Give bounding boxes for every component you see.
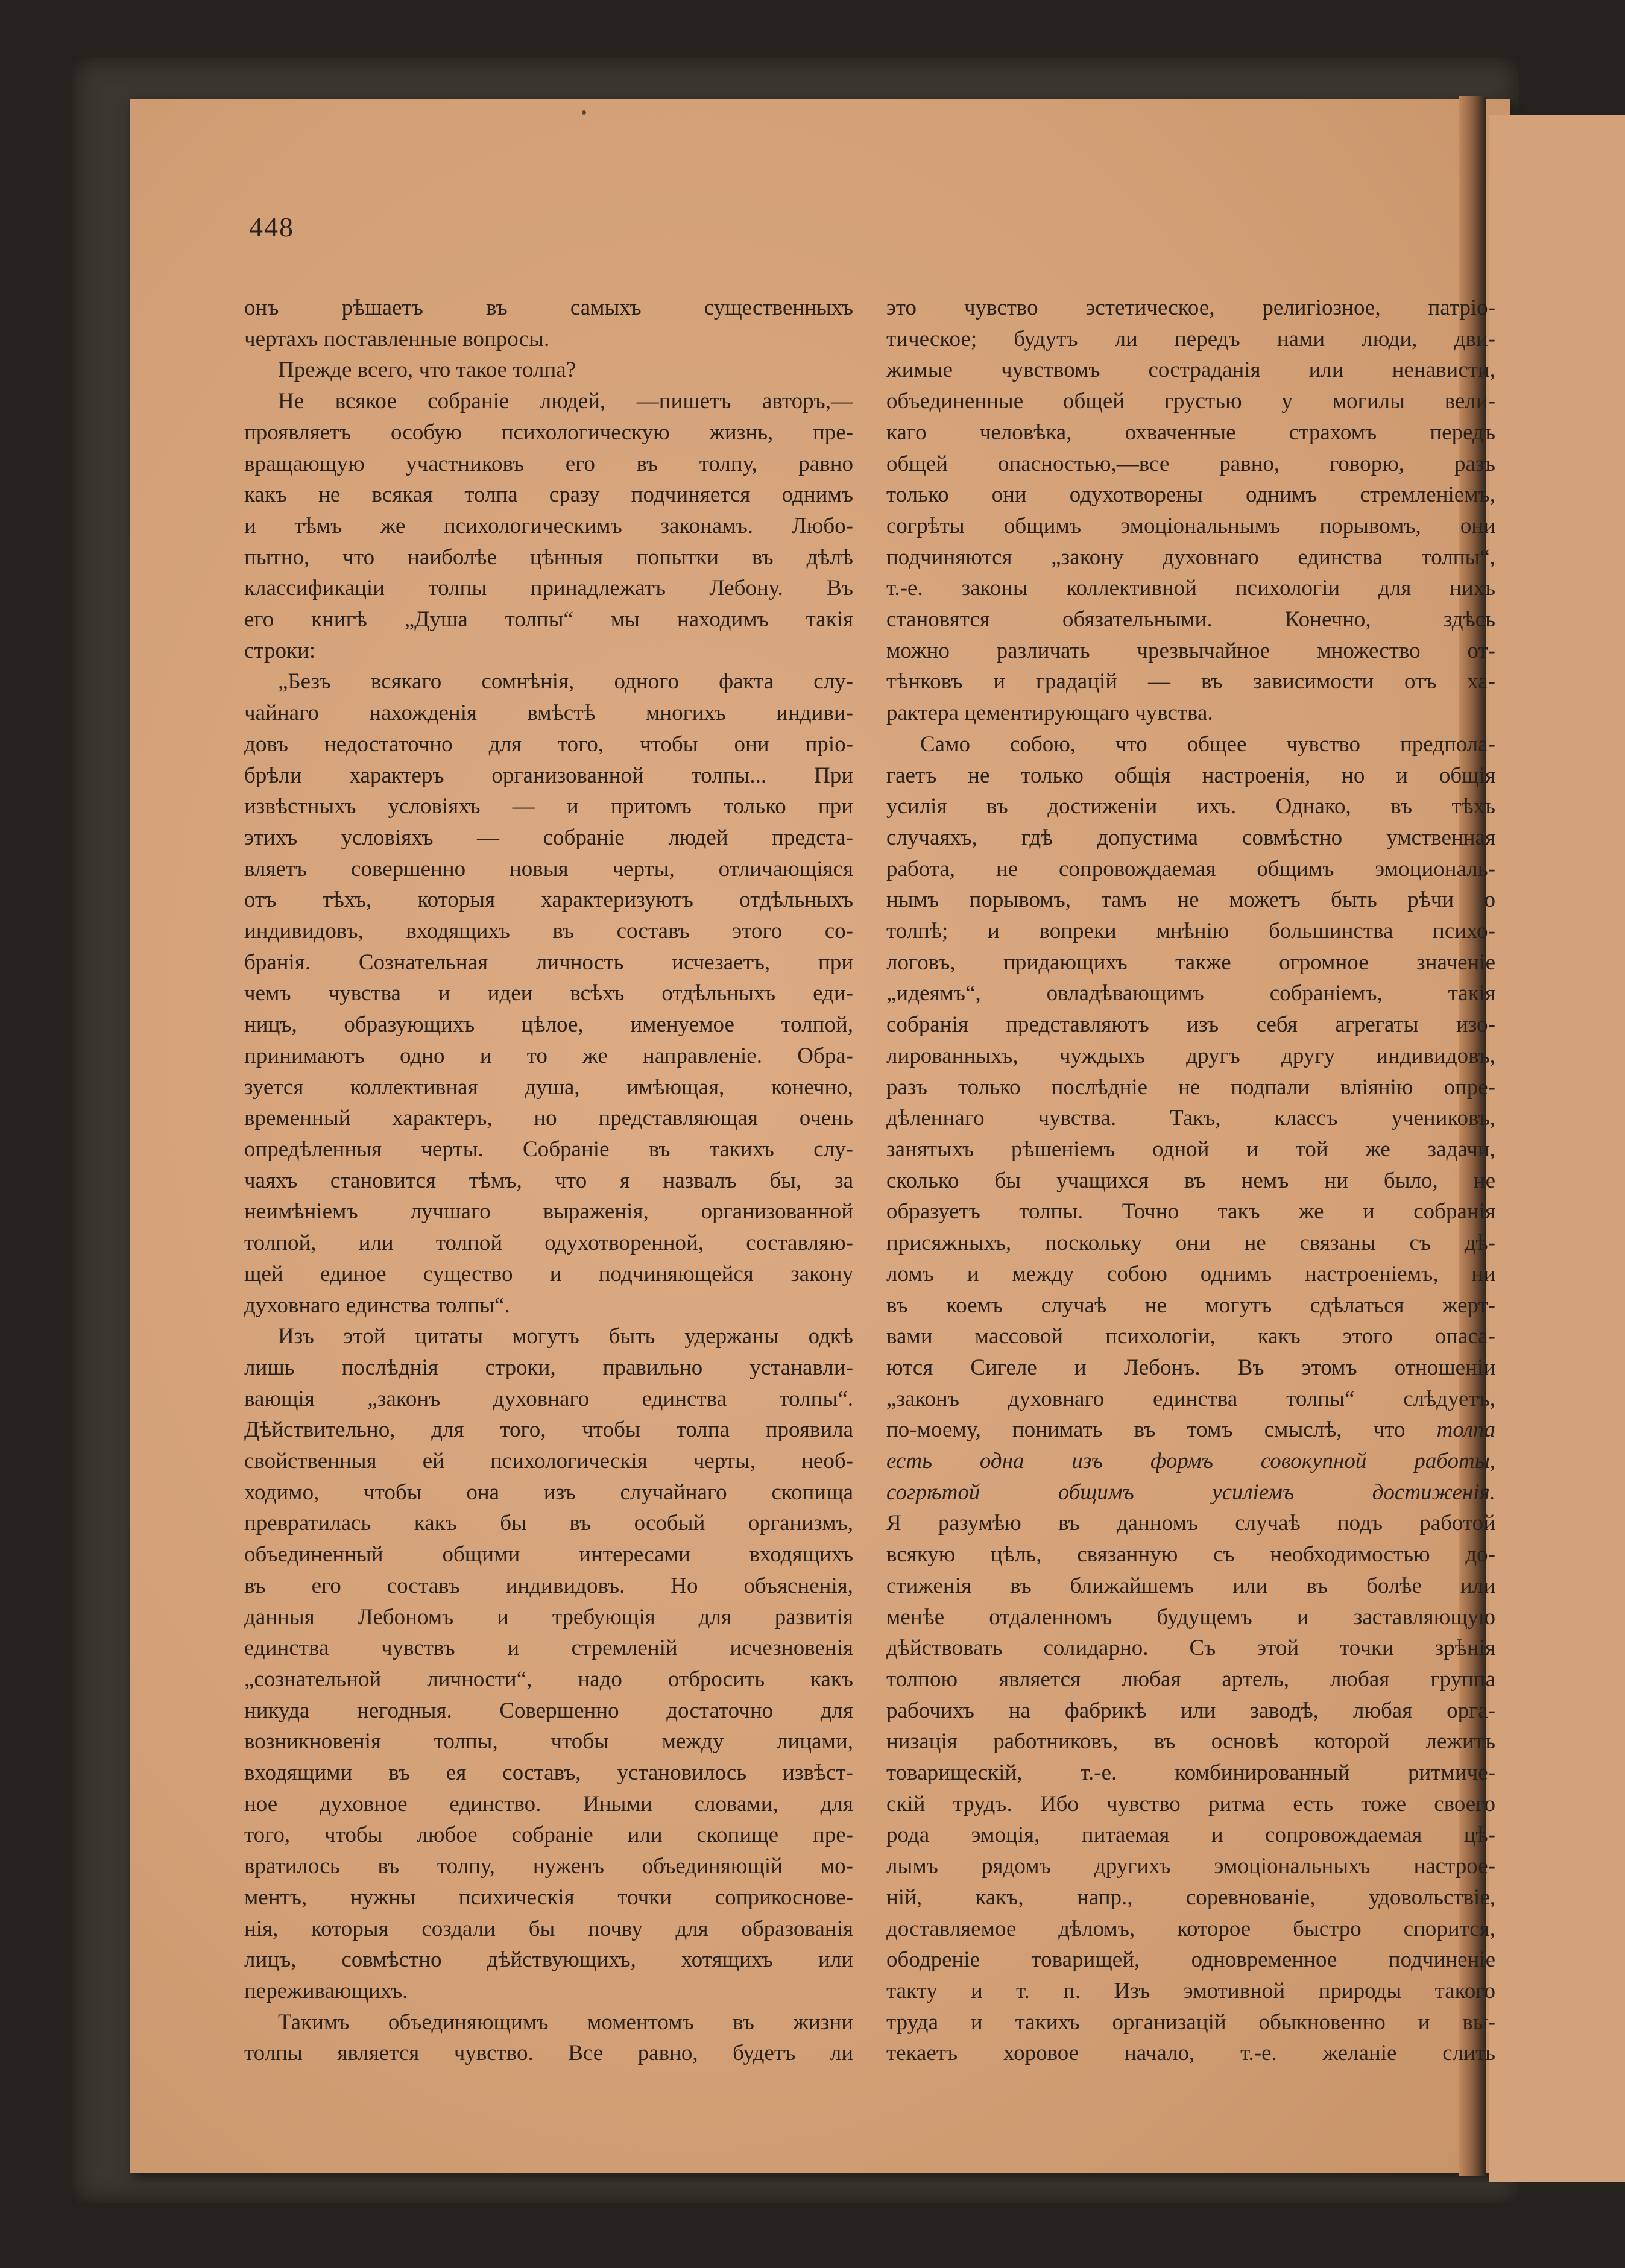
text-line: свойственныя ей психологическія черты, необ- [244,1449,853,1474]
text-line: и тѣмъ же психологическимъ законамъ. Любо- [244,513,853,538]
text-line: общей опасностью,—все равно, говорю, разъ [886,451,1495,476]
text-line: ницъ, образующихъ цѣлое, именуемое толпой, [244,1012,853,1038]
text-line: „Безъ всякаго сомнѣнія, одного факта слу- [278,669,853,695]
text-line: ментъ, нужны психическія точки соприкоснове- [244,1885,853,1910]
text-line: тѣнковъ и градацій — въ зависимости отъ ха- [886,669,1495,695]
text-line: лицъ, совмѣстно дѣйствующихъ, хотящихъ или [244,1947,853,1973]
text-line: т.-е. законы коллективной психологіи для нихъ [886,576,1495,601]
text-line: входящими въ ея составъ, установилось извѣст- [244,1760,853,1786]
text-line: никуда негодныя. Совершенно достаточно для [244,1698,853,1723]
text-line: единства чувствъ и стремленій исчезновенія [244,1636,853,1661]
text-line: „сознательной личности“, надо отбросить какъ [244,1666,853,1692]
text-line: такту и т. п. Изъ эмотивной природы такого [886,1978,1495,2003]
text-line: „законъ духовнаго единства толпы“ слѣдуетъ, [886,1386,1495,1411]
text-line: лымъ рядомъ другихъ эмоціональныхъ настрое- [886,1854,1495,1879]
text-line: классификаціи толпы принадлежатъ Лебону. Въ [244,576,853,601]
page-number: 448 [249,212,294,242]
italic-emphasis: согрѣтой общимъ усиліемъ достиженія. [886,1479,1495,1505]
text-line: Я разумѣю въ данномъ случаѣ подъ работой [886,1511,1495,1536]
text-line: неимѣніемъ лучшаго выраженія, организованной [244,1199,853,1224]
text-line: только они одухотворены однимъ стремленіемъ, [886,482,1495,508]
text-line: чайнаго нахожденія вмѣстѣ многихъ индиви- [244,701,853,726]
text-line: стиженія въ ближайшемъ или въ болѣе или [886,1573,1495,1598]
text-line: ное духовное единство. Иными словами, для [244,1791,853,1816]
text-line: индивидовъ, входящихъ въ составъ этого со- [244,919,853,944]
text-line: проявляетъ особую психологическую жизнь, пре- [244,420,853,445]
text-line: его книгѣ „Душа толпы“ мы находимъ такія [244,607,853,632]
text-line: Дѣйствительно, для того, чтобы толпа проявила [244,1417,853,1443]
text-line: лишь послѣднія строки, правильно устанавли- [244,1355,853,1380]
text-line [886,1446,1495,1477]
text-line: каго человѣка, охваченные страхомъ передъ [886,420,1495,445]
text-line [886,1477,1495,1508]
text-line: толпою является любая артель, любая группа [886,1666,1495,1692]
text-line: рода эмоція, питаемая и сопровождаемая цѣ- [886,1822,1495,1848]
text-line: присяжныхъ, поскольку они не связаны съ дѣ- [886,1230,1495,1256]
text-line: зуется коллективная душа, имѣющая, конечно, [244,1074,853,1100]
text-line: сколько бы учащихся въ немъ ни было, не [886,1168,1495,1193]
text-line: этихъ условіяхъ — собраніе людей предста- [244,825,853,850]
text-line: вляетъ совершенно новыя черты, отличающіяся [244,856,853,881]
text-line: образуетъ толпы. Точно такъ же и собранія [886,1199,1495,1224]
text-line: онъ рѣшаетъ въ самыхъ существенныхъ [244,295,853,320]
text-line: по-моему, понимать въ томъ смыслѣ, что толпа [886,1417,1495,1443]
right-text-column [886,292,1495,2069]
text-line: толпѣ; и вопреки мнѣнію большинства психо- [886,919,1495,944]
text-line: становятся обязательными. Конечно, здѣсь [886,607,1495,632]
page-speck [582,110,586,115]
text-line: превратилась какъ бы въ особый организмъ, [244,1511,853,1536]
text-line: менѣе отдаленномъ будущемъ и заставляющую [886,1604,1495,1630]
text-line: Не всякое собраніе людей, —пишетъ авторъ,— [278,389,853,414]
text-line: можно различать чрезвычайное множество от- [886,638,1495,663]
text-line: толпы является чувство. Все равно, будетъ ли [244,2041,853,2066]
text-line: товарищескій, т.-е. комбинированный ритмиче- [886,1760,1495,1786]
text-line: жимые чувствомъ состраданія или ненависти, [886,358,1495,383]
italic-emphasis: толпа [1436,1417,1495,1443]
text-line: возникновенія толпы, чтобы между лицами, [244,1729,853,1754]
text-line: чертахъ поставленные вопросы. [244,326,550,351]
text-line: опредѣленныя черты. Собраніе въ такихъ слу- [244,1136,853,1162]
text-line: Прежде всего, что такое толпа? [278,358,576,383]
text-line: всякую цѣль, связанную съ необходимостью до- [886,1542,1495,1567]
text-line: нія, которыя создали бы почву для образованія [244,1916,853,1941]
text-line: скій трудъ. Ибо чувство ритма есть тоже своего [886,1791,1495,1816]
text-line: труда и такихъ организацій обыкновенно и вы- [886,2009,1495,2035]
text-line: брѣли характеръ организованной толпы... При [244,763,853,788]
text-line: дѣленнаго чувства. Такъ, классъ учениковъ, [886,1106,1495,1131]
text-line: принимаютъ одно и то же направленіе. Обра- [244,1043,853,1068]
next-page-edge [1489,115,1625,2182]
left-text-column [244,292,853,2069]
text-line: объединенные общей грустью у могилы вели- [886,389,1495,414]
text-line: Такимъ объединяющимъ моментомъ въ жизни [278,2009,853,2035]
text-line: пытно, что наиболѣе цѣнныя попытки въ дѣлѣ [244,544,853,570]
text-line: толпой, или толпой одухотворенной, составляю- [244,1230,853,1256]
text-line: собранія представляютъ изъ себя агрегаты изо- [886,1012,1495,1038]
text-line: усилія въ достиженіи ихъ. Однако, въ тѣхъ [886,794,1495,819]
text-line: довъ недостаточно для того, чтобы они пріо- [244,731,853,757]
text-line: щей единое существо и подчиняющейся закону [244,1261,853,1287]
text-line: работа, не сопровождаемая общимъ эмоциональ- [886,856,1495,881]
text-line: вающія „законъ духовнаго единства толпы“. [244,1386,853,1411]
text-line: бранія. Сознательная личность исчезаетъ, при [244,950,853,975]
text-line: ободреніе товарищей, одновременное подчиненіе [886,1947,1495,1973]
text-line: „идеямъ“, овладѣвающимъ собраніемъ, такія [886,981,1495,1006]
text-line: рактера цементирующаго чувства. [886,701,1213,726]
text-line: гаетъ не только общія настроенія, но и общія [886,763,1495,788]
text-line: данныя Лебономъ и требующія для развитія [244,1604,853,1630]
text-line: временный характеръ, но представляющая очень [244,1106,853,1131]
text-line: чемъ чувства и идеи всѣхъ отдѣльныхъ еди- [244,981,853,1006]
text-line: того, чтобы любое собраніе или скопище пре- [244,1822,853,1848]
text-line: строки: [244,638,316,663]
text-line: какъ не всякая толпа сразу подчиняется однимъ [244,482,853,508]
text-line: занятыхъ рѣшеніемъ одной и той же задачи, [886,1136,1495,1162]
text-line: подчиняются „закону духовнаго единства толпы“, [886,544,1495,570]
text-line: лированныхъ, чуждыхъ другъ другу индивидовъ, [886,1043,1495,1068]
text-line: въ коемъ случаѣ не могутъ сдѣлаться жерт- [886,1293,1495,1318]
text-line: ходимо, чтобы она изъ случайнаго скопища [244,1479,853,1505]
text-line: вратилось въ толпу, нуженъ объединяющій мо- [244,1854,853,1879]
text-line: тическое; будутъ ли передъ нами люди, дви- [886,326,1495,351]
text-line: духовнаго единства толпы“. [244,1293,510,1318]
text-line: низація работниковъ, въ основѣ которой лежитъ [886,1729,1495,1754]
text-line: Само собою, что общее чувство предпола- [920,731,1495,757]
text-line: Изъ этой цитаты могутъ быть удержаны одкѣ [278,1324,853,1349]
text-line: случаяхъ, гдѣ допустима совмѣстно умственная [886,825,1495,850]
text-line: вращающую участниковъ его въ толпу, равно [244,451,853,476]
text-line: въ его составъ индивидовъ. Но объясненія, [244,1573,853,1598]
text-line: отъ тѣхъ, которыя характеризуютъ отдѣльныхъ [244,887,853,913]
text-line: текаетъ хоровое начало, т.-е. желаніе слить [886,2041,1495,2066]
text-line: дѣйствовать солидарно. Съ этой точки зрѣнія [886,1636,1495,1661]
text-line: ются Сигеле и Лебонъ. Въ этомъ отношеніи [886,1355,1495,1380]
italic-emphasis: есть одна изъ формъ совокупной работы, [886,1449,1495,1474]
text-line: ломъ и между собою однимъ настроеніемъ, ни [886,1261,1495,1287]
text-line: рабочихъ на фабрикѣ или заводѣ, любая орга- [886,1698,1495,1723]
text-line: доставляемое дѣломъ, которое быстро спорится, [886,1916,1495,1941]
text-line: логовъ, придающихъ также огромное значеніе [886,950,1495,975]
text-line: разъ только послѣдніе не подпали вліянію опре- [886,1074,1495,1100]
text-line: переживающихъ. [244,1978,408,2003]
text-line: вами массовой психологіи, какъ этого опаса- [886,1324,1495,1349]
text-line: извѣстныхъ условіяхъ — и притомъ только при [244,794,853,819]
text-line: ній, какъ, напр., соревнованіе, удовольствіе, [886,1885,1495,1910]
text-line: согрѣты общимъ эмоціональнымъ порывомъ, они [886,513,1495,538]
text-line: чаяхъ становится тѣмъ, что я назвалъ бы, за [244,1168,853,1193]
text-line: это чувство эстетическое, религіозное, патріо- [886,295,1495,320]
text-line: объединенный общими интересами входящихъ [244,1542,853,1567]
text-line: нымъ порывомъ, тамъ не можетъ быть рѣчи о [886,887,1495,913]
